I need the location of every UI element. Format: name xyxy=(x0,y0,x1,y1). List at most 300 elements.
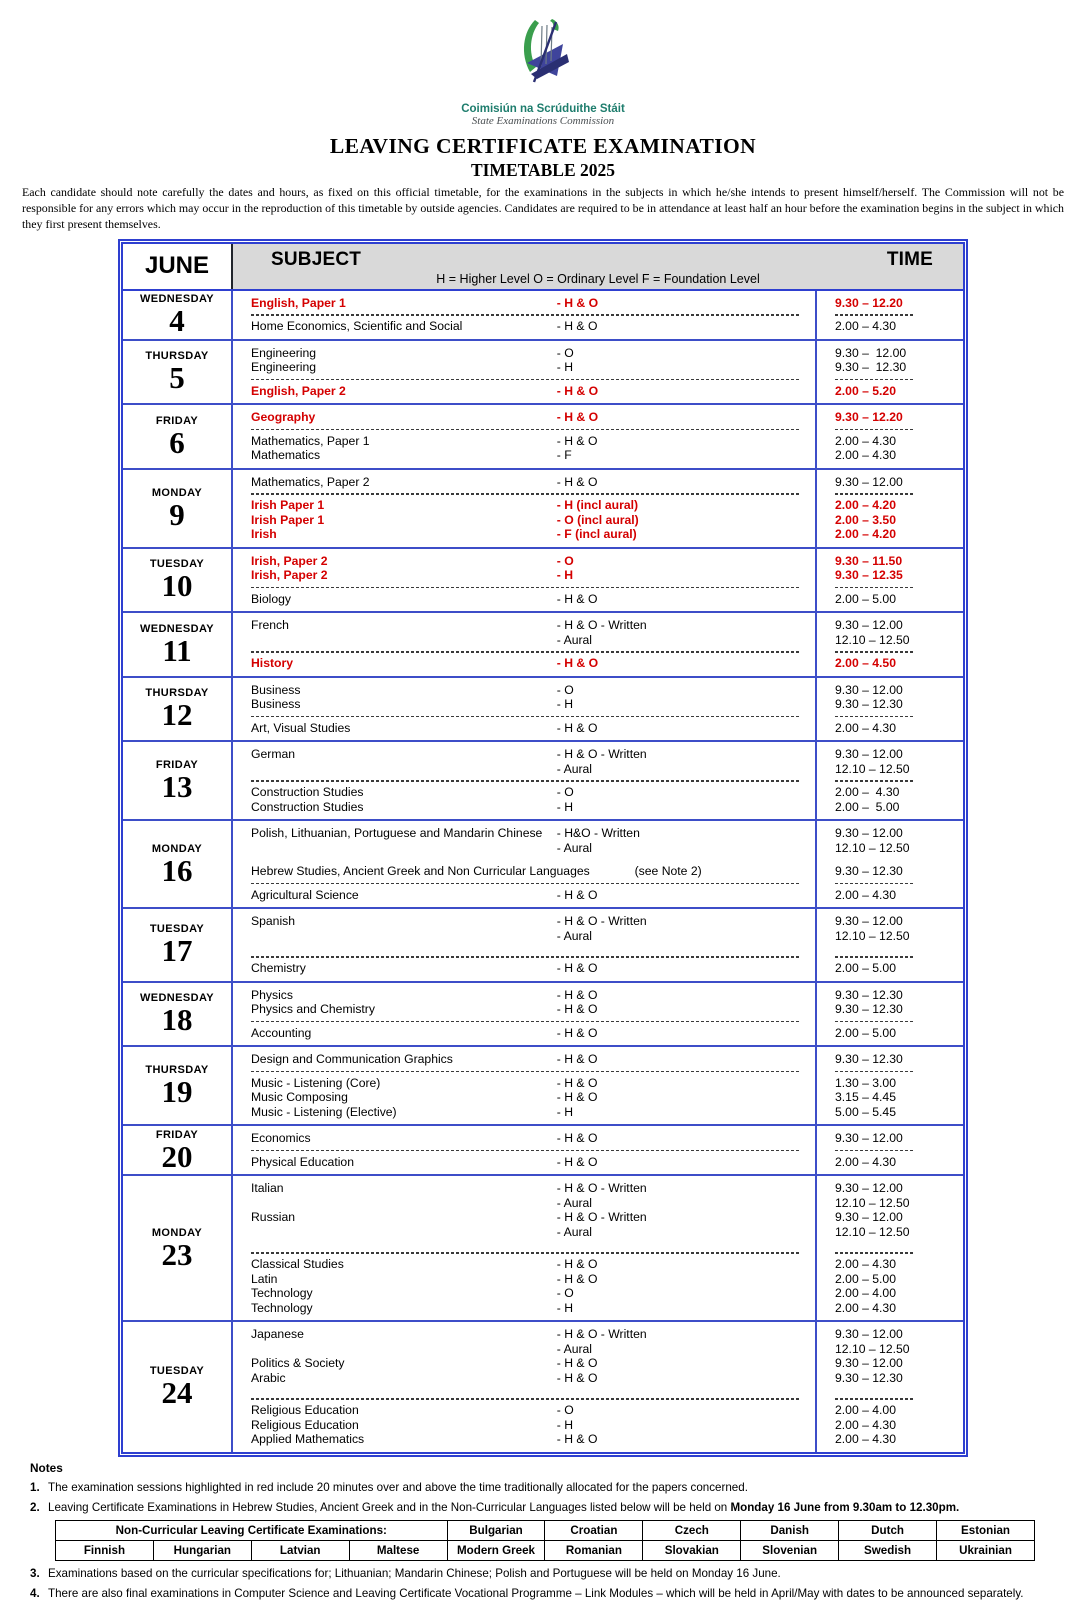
exam-row xyxy=(251,1371,807,1386)
exam-session-divider xyxy=(835,1146,959,1155)
time-row xyxy=(835,513,959,528)
level-label: - Aural xyxy=(556,632,593,647)
time-value: 2.00 – 4.30 xyxy=(835,1154,896,1169)
subject-name: English, Paper 2 xyxy=(251,383,346,398)
time-row xyxy=(835,785,959,800)
exam-row xyxy=(251,360,807,375)
exam-row xyxy=(251,527,807,542)
date-cell xyxy=(123,470,233,547)
exam-row xyxy=(251,1342,807,1357)
level-label: - H & O xyxy=(556,295,599,310)
subject-name: Construction Studies xyxy=(251,785,364,800)
month-header: JUNE xyxy=(123,244,233,289)
time-value: 2.00 – 5.00 xyxy=(835,799,900,814)
time-value: 2.00 – 4.30 xyxy=(835,319,896,334)
subject-name: Spanish xyxy=(251,914,296,929)
level-label: - O (incl aural) xyxy=(556,512,639,527)
date-cell xyxy=(123,821,233,907)
subject-name: Hebrew Studies, Ancient Greek and Non Curricular Languages xyxy=(251,864,590,879)
exam-session-divider xyxy=(251,1248,807,1257)
exam-session-divider xyxy=(251,1146,807,1155)
subject-name: Physics xyxy=(251,987,293,1002)
time-value: 9.30 – 12.00 xyxy=(835,345,907,360)
time-value: 9.30 – 12.30 xyxy=(835,1052,903,1067)
exam-row xyxy=(251,448,807,463)
subject-name: Music - Listening (Elective) xyxy=(251,1104,397,1119)
time-value: 5.00 – 5.45 xyxy=(835,1104,896,1119)
subject-name: Mathematics xyxy=(251,448,321,463)
time-value: 9.30 – 12.00 xyxy=(835,914,903,929)
language-cell: Estonian xyxy=(937,1520,1035,1540)
subject-name: Accounting xyxy=(251,1025,312,1040)
exam-row xyxy=(251,296,807,311)
level-label: - H xyxy=(556,1300,574,1315)
language-cell: Modern Greek xyxy=(447,1540,545,1560)
time-value: 9.30 – 12.35 xyxy=(835,568,903,583)
subject-name: Business xyxy=(251,697,301,712)
subject-name: Applied Mathematics xyxy=(251,1432,365,1447)
subject-column-header: SUBJECT xyxy=(271,248,362,270)
subject-cell xyxy=(233,1047,817,1124)
time-row xyxy=(835,1026,959,1041)
time-value: 12.10 – 12.50 xyxy=(835,761,910,776)
day-name: FRIDAY xyxy=(155,1128,199,1141)
exam-row xyxy=(251,1052,807,1067)
exam-row xyxy=(251,1286,807,1301)
exam-row xyxy=(251,346,807,361)
time-value: 2.00 – 4.20 xyxy=(835,498,896,513)
time-row xyxy=(835,1155,959,1170)
lang-table-row-1 xyxy=(56,1520,1035,1540)
exam-session-divider xyxy=(251,375,807,384)
time-value: 9.30 – 12.20 xyxy=(835,410,903,425)
day-number: 24 xyxy=(161,1375,193,1411)
day-row-june-23 xyxy=(123,1176,963,1322)
time-value: 9.30 – 12.30 xyxy=(835,1370,903,1385)
exam-row xyxy=(251,1403,807,1418)
subject-name: Polish, Lithuanian, Portuguese and Mandarin Chinese xyxy=(251,826,543,841)
exam-row xyxy=(251,618,807,633)
time-row xyxy=(835,1105,959,1120)
level-label: - H xyxy=(556,360,574,375)
time-row xyxy=(835,568,959,583)
spacer xyxy=(251,1385,807,1394)
spacer xyxy=(835,943,959,952)
level-label: - Aural xyxy=(556,1195,593,1210)
note-2 xyxy=(30,1500,1064,1515)
time-value: 12.10 – 12.50 xyxy=(835,840,910,855)
time-row xyxy=(835,1225,959,1240)
exam-row xyxy=(251,1301,807,1316)
day-row-june-20 xyxy=(123,1126,963,1176)
time-value: 2.00 – 4.30 xyxy=(835,448,896,463)
language-cell: Czech xyxy=(643,1520,741,1540)
exam-row xyxy=(251,1105,807,1120)
day-row-june-12 xyxy=(123,678,963,743)
subject-name: Art, Visual Studies xyxy=(251,720,351,735)
time-cell xyxy=(817,1047,963,1124)
subject-cell xyxy=(233,821,817,907)
day-number: 20 xyxy=(161,1138,193,1174)
language-cell: Dutch xyxy=(839,1520,937,1540)
time-value: 9.30 – 12.30 xyxy=(835,864,903,879)
spacer xyxy=(835,855,959,864)
timetable-header-row xyxy=(123,244,963,291)
subject-name: Geography xyxy=(251,410,316,425)
exam-session-divider xyxy=(251,647,807,656)
time-value: 9.30 – 12.30 xyxy=(835,987,903,1002)
time-row xyxy=(835,800,959,815)
time-row xyxy=(835,1272,959,1287)
time-row xyxy=(835,618,959,633)
date-cell xyxy=(123,1176,233,1320)
subject-cell xyxy=(233,983,817,1046)
time-value: 9.30 – 12.00 xyxy=(835,826,903,841)
time-value: 12.10 – 12.50 xyxy=(835,632,910,647)
date-cell xyxy=(123,1047,233,1124)
spacer xyxy=(251,1239,807,1248)
level-label: - H & O xyxy=(556,1154,598,1169)
time-value: 9.30 – 12.00 xyxy=(835,747,903,762)
time-cell xyxy=(817,549,963,612)
time-value: 12.10 – 12.50 xyxy=(835,928,910,943)
time-cell xyxy=(817,742,963,819)
level-label: - H & O xyxy=(556,1271,598,1286)
day-row-june-17 xyxy=(123,909,963,983)
spacer xyxy=(835,1385,959,1394)
level-label: - F xyxy=(556,448,572,463)
time-cell xyxy=(817,1322,963,1452)
language-cell: Hungarian xyxy=(153,1540,251,1560)
time-row xyxy=(835,747,959,762)
notes-heading: Notes xyxy=(30,1460,63,1475)
time-value: 2.00 – 4.00 xyxy=(835,1403,896,1418)
time-row xyxy=(835,888,959,903)
language-cell: Romanian xyxy=(545,1540,643,1560)
subject-name: Russian xyxy=(251,1210,296,1225)
subject-name: History xyxy=(251,656,293,671)
time-row xyxy=(835,296,959,311)
time-value: 9.30 – 12.00 xyxy=(835,1181,903,1196)
level-label: - Aural xyxy=(556,1341,593,1356)
time-value: 12.10 – 12.50 xyxy=(835,1224,910,1239)
note-2-number: 2. xyxy=(30,1500,40,1514)
day-name: THURSDAY xyxy=(145,687,209,700)
subject-name: Engineering xyxy=(251,345,317,360)
day-name: TUESDAY xyxy=(149,1365,205,1378)
subject-name: Mathematics, Paper 1 xyxy=(251,433,370,448)
time-value: 9.30 – 12.30 xyxy=(835,360,907,375)
non-curricular-languages-table xyxy=(55,1520,1035,1561)
exam-session-divider xyxy=(835,489,959,498)
level-label: - O xyxy=(556,1286,574,1301)
time-value: 1.30 – 3.00 xyxy=(835,1075,896,1090)
level-label: - H & O xyxy=(556,1356,598,1371)
subject-name: Irish, Paper 2 xyxy=(251,553,328,568)
note-4-text xyxy=(48,1586,1023,1601)
day-number: 10 xyxy=(161,568,193,604)
language-cell: Maltese xyxy=(349,1540,447,1560)
exam-row xyxy=(251,721,807,736)
level-label: - H & O xyxy=(556,987,598,1002)
day-name: THURSDAY xyxy=(145,350,209,363)
time-row xyxy=(835,1131,959,1146)
date-cell xyxy=(123,909,233,981)
exam-session-divider xyxy=(835,1017,959,1026)
exam-session-divider xyxy=(835,647,959,656)
exam-row xyxy=(251,988,807,1003)
exam-row xyxy=(251,683,807,698)
subject-cell xyxy=(233,909,817,981)
subject-cell xyxy=(233,678,817,741)
exam-row xyxy=(251,475,807,490)
time-row xyxy=(835,360,959,375)
level-label: - O xyxy=(556,1403,574,1418)
time-value: 2.00 – 5.00 xyxy=(835,1025,896,1040)
exam-row xyxy=(251,697,807,712)
day-number: 16 xyxy=(161,852,193,888)
time-value: 12.10 – 12.50 xyxy=(835,1341,910,1356)
time-cell xyxy=(817,983,963,1046)
time-row xyxy=(835,1210,959,1225)
level-label: - H & O - Written xyxy=(556,1327,647,1342)
exam-session-divider xyxy=(251,583,807,592)
subject-name: Music Composing xyxy=(251,1090,348,1105)
time-value: 2.00 – 4.30 xyxy=(835,887,896,902)
exam-session-divider xyxy=(835,583,959,592)
language-cell: Slovenian xyxy=(741,1540,839,1560)
note-4-number: 4. xyxy=(30,1587,40,1601)
subject-cell xyxy=(233,1322,817,1452)
time-row xyxy=(835,592,959,607)
time-cell xyxy=(817,291,963,339)
exam-row xyxy=(251,1432,807,1447)
subject-name: Music - Listening (Core) xyxy=(251,1075,381,1090)
note-4-body: There are also final examinations in Computer Science and Leaving Certificate Vocational Programme – Link Modules – which will be held in April/May with dates to be announced separately. xyxy=(48,1587,1024,1601)
time-cell xyxy=(817,405,963,468)
time-row xyxy=(835,1002,959,1017)
time-value: 2.00 – 4.20 xyxy=(835,527,896,542)
time-row xyxy=(835,762,959,777)
level-label: - H & O xyxy=(556,591,598,606)
time-value: 9.30 – 12.00 xyxy=(835,1327,903,1342)
subject-name: Engineering xyxy=(251,360,317,375)
time-value: 9.30 – 11.50 xyxy=(835,553,903,568)
subject-name: Home Economics, Scientific and Social xyxy=(251,319,463,334)
level-label: - H & O xyxy=(556,1432,598,1447)
time-cell xyxy=(817,909,963,981)
exam-row xyxy=(251,929,807,944)
spacer xyxy=(251,943,807,952)
note-4 xyxy=(30,1586,1064,1601)
day-row-june-13 xyxy=(123,742,963,821)
time-row xyxy=(835,1196,959,1211)
exam-timetable xyxy=(121,242,965,1454)
exam-row xyxy=(251,319,807,334)
time-cell xyxy=(817,1126,963,1174)
exam-row xyxy=(251,1026,807,1041)
level-label: - H & O xyxy=(556,474,598,489)
level-label: - H xyxy=(556,1417,574,1432)
exam-row xyxy=(251,1210,807,1225)
time-value: 2.00 – 5.00 xyxy=(835,591,896,606)
exam-row xyxy=(251,762,807,777)
exam-row xyxy=(251,961,807,976)
subject-name: Technology xyxy=(251,1286,313,1301)
language-cell: Croatian xyxy=(545,1520,643,1540)
level-label: - Aural xyxy=(556,1224,593,1239)
exam-row xyxy=(251,568,807,583)
note-1-number: 1. xyxy=(30,1480,40,1494)
see-note-reference: (see Note 2) xyxy=(634,864,702,879)
time-row xyxy=(835,410,959,425)
language-cell: Danish xyxy=(741,1520,839,1540)
subject-name: Business xyxy=(251,682,301,697)
level-label: - H & O xyxy=(556,1025,598,1040)
level-label: - H & O xyxy=(556,1052,598,1067)
exam-row xyxy=(251,656,807,671)
level-label: - H & O - Written xyxy=(556,1210,647,1225)
day-name: WEDNESDAY xyxy=(139,992,215,1005)
level-label: - H & O xyxy=(556,656,599,671)
language-cell: Slovakian xyxy=(643,1540,741,1560)
day-row-june-19 xyxy=(123,1047,963,1126)
time-cell xyxy=(817,678,963,741)
exam-row xyxy=(251,1356,807,1371)
exam-session-divider xyxy=(835,712,959,721)
level-label: - O xyxy=(556,682,574,697)
day-number: 5 xyxy=(169,360,185,396)
subject-name: Japanese xyxy=(251,1327,304,1342)
note-2-bold-date: Monday 16 June from 9.30am to 12.30pm. xyxy=(730,1500,960,1514)
exam-row xyxy=(251,410,807,425)
org-name-english: State Examinations Commission xyxy=(471,115,615,127)
subject-time-header xyxy=(233,244,963,289)
org-name-irish: Coimisiún na Scrúduithe Stáit xyxy=(461,103,625,115)
subject-cell xyxy=(233,341,817,404)
time-value: 2.00 – 5.00 xyxy=(835,961,896,976)
day-name: THURSDAY xyxy=(145,1064,209,1077)
subject-cell xyxy=(233,613,817,676)
spacer xyxy=(251,855,807,864)
subject-cell xyxy=(233,1176,817,1320)
day-number: 23 xyxy=(161,1236,193,1272)
subject-name: Chemistry xyxy=(251,961,306,976)
time-row xyxy=(835,656,959,671)
time-row xyxy=(835,1418,959,1433)
exam-session-divider xyxy=(251,952,807,961)
day-name: MONDAY xyxy=(151,842,203,855)
time-value: 2.00 – 4.00 xyxy=(835,1286,896,1301)
time-column-header: TIME xyxy=(886,248,933,270)
exam-row xyxy=(251,914,807,929)
date-cell xyxy=(123,1126,233,1174)
day-number: 18 xyxy=(161,1002,193,1038)
language-cell: Ukrainian xyxy=(937,1540,1035,1560)
exam-row xyxy=(251,1257,807,1272)
subject-name: Physical Education xyxy=(251,1154,354,1169)
subject-name: Politics & Society xyxy=(251,1356,345,1371)
level-label: - H & O - Written xyxy=(556,747,647,762)
level-label: - H & O - Written xyxy=(556,914,647,929)
time-value: 9.30 – 12.20 xyxy=(835,295,903,310)
subject-cell xyxy=(233,549,817,612)
exam-session-divider xyxy=(835,425,959,434)
level-label: - H&O - Written xyxy=(556,826,640,841)
subject-cell xyxy=(233,470,817,547)
exam-row xyxy=(251,1418,807,1433)
time-row xyxy=(835,929,959,944)
exam-session-divider xyxy=(251,776,807,785)
level-label: - H & O xyxy=(556,410,599,425)
subject-name: Irish xyxy=(251,527,277,542)
time-value: 2.00 – 4.30 xyxy=(835,1432,896,1447)
exam-row xyxy=(251,554,807,569)
note-3-number: 3. xyxy=(30,1566,40,1580)
level-label: - Aural xyxy=(556,840,593,855)
intro-paragraph: Each candidate should note carefully the dates and hours, as fixed on this official timetable, for the examinations in the subjects in which he/she intends to present himself/herself. The Commission will not be responsible for any errors which may occur in the reproduction of this timetable by outside agencies. Candidates are required to be in attendance at least half an hour before the examination begins in the subject in which they first present themselves. xyxy=(22,185,1064,231)
subject-name: Economics xyxy=(251,1131,311,1146)
exam-row xyxy=(251,841,807,856)
time-cell xyxy=(817,613,963,676)
level-label: - H & O xyxy=(556,887,598,902)
exam-session-divider xyxy=(251,489,807,498)
day-row-june-11 xyxy=(123,613,963,678)
time-row xyxy=(835,1371,959,1386)
time-row xyxy=(835,475,959,490)
subject-name: Irish Paper 1 xyxy=(251,512,325,527)
subject-cell xyxy=(233,291,817,339)
exam-row xyxy=(251,1076,807,1091)
time-value: 2.00 – 3.50 xyxy=(835,512,896,527)
day-number: 13 xyxy=(161,769,193,805)
time-value: 9.30 – 12.30 xyxy=(835,697,903,712)
time-value: 9.30 – 12.30 xyxy=(835,1002,903,1017)
time-row xyxy=(835,864,959,879)
language-cell: Latvian xyxy=(251,1540,349,1560)
subject-name: Agricultural Science xyxy=(251,887,359,902)
day-name: FRIDAY xyxy=(155,414,199,427)
subject-name: French xyxy=(251,618,289,633)
level-label: - H & O xyxy=(556,1131,598,1146)
level-label: - H & O xyxy=(556,1257,598,1272)
time-value: 9.30 – 12.00 xyxy=(835,1356,903,1371)
exam-row xyxy=(251,1002,807,1017)
time-cell xyxy=(817,341,963,404)
exam-row xyxy=(251,747,807,762)
document-title: LEAVING CERTIFICATE EXAMINATION xyxy=(329,134,757,158)
note-1 xyxy=(30,1480,1064,1495)
day-name: WEDNESDAY xyxy=(139,622,215,635)
day-name: MONDAY xyxy=(151,486,203,499)
day-name: TUESDAY xyxy=(149,558,205,571)
level-label: - H & O xyxy=(556,433,598,448)
date-cell xyxy=(123,291,233,339)
exam-session-divider xyxy=(835,952,959,961)
level-label: - H & O xyxy=(556,961,598,976)
language-cell: Swedish xyxy=(839,1540,937,1560)
day-name: WEDNESDAY xyxy=(139,293,215,306)
exam-row xyxy=(251,1090,807,1105)
time-value: 2.00 – 4.30 xyxy=(835,785,900,800)
level-label: - H xyxy=(556,799,574,814)
exam-row xyxy=(251,1155,807,1170)
exam-session-divider xyxy=(835,879,959,888)
notes-section xyxy=(30,1461,1064,1601)
exam-row xyxy=(251,1196,807,1211)
time-value: 3.15 – 4.45 xyxy=(835,1090,896,1105)
exam-session-divider xyxy=(251,425,807,434)
